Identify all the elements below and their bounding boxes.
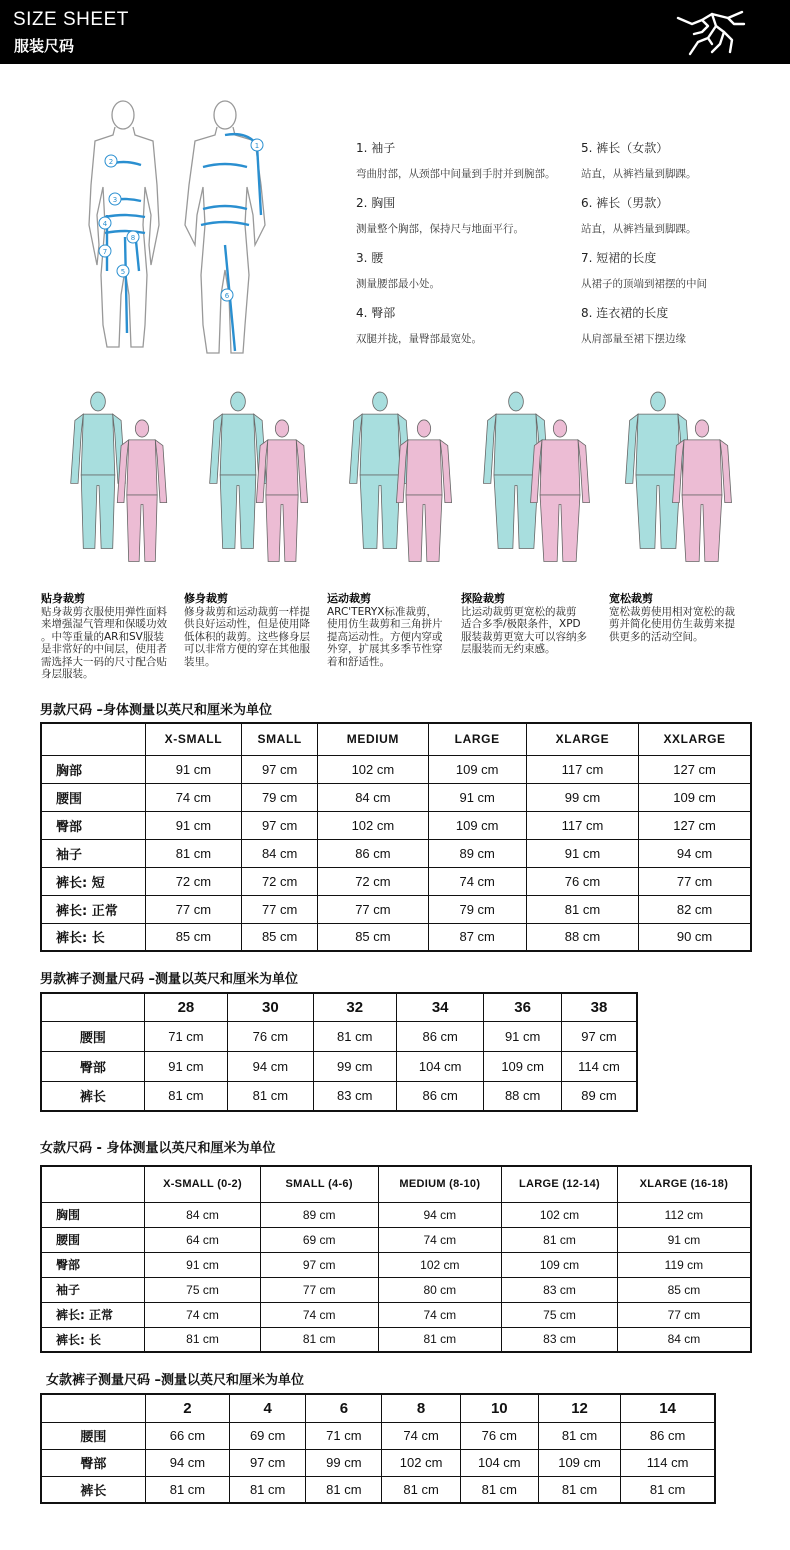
table-cell: 69 cm bbox=[230, 1422, 306, 1449]
table-row bbox=[41, 1302, 751, 1327]
table-cell: 81 cm bbox=[306, 1476, 382, 1503]
fit-desc-line: 贴身裁剪衣服使用弹性面料 bbox=[41, 605, 167, 618]
women-pants-title: 女款裤子测量尺码 –测量以英尺和厘米为单位 bbox=[46, 1373, 305, 1388]
table-cell: 104 cm bbox=[460, 1449, 538, 1476]
fit-desc-line: 服装裁剪更宽大可以容纳多 bbox=[461, 630, 587, 643]
table-cell: 74 cm bbox=[145, 1302, 261, 1327]
table-cell: 77 cm bbox=[242, 895, 318, 923]
table-cell: 114 cm bbox=[561, 1051, 637, 1081]
table-cell: 102 cm bbox=[382, 1449, 460, 1476]
table-row bbox=[41, 755, 751, 783]
row-label: 腰围 bbox=[41, 1422, 145, 1449]
column-header: 14 bbox=[621, 1394, 715, 1422]
table-cell: 97 cm bbox=[242, 811, 318, 839]
table-cell: 69 cm bbox=[260, 1227, 378, 1252]
table-row bbox=[41, 811, 751, 839]
column-header: 10 bbox=[460, 1394, 538, 1422]
fit-desc-line: 修身裁剪和运动裁剪一样提 bbox=[184, 605, 310, 618]
table-row bbox=[41, 1449, 715, 1476]
marker-1: 1 bbox=[254, 142, 260, 150]
column-header: X-SMALL bbox=[145, 723, 241, 755]
row-label: 裤长: 正常 bbox=[41, 1302, 145, 1327]
table-cell: 89 cm bbox=[428, 839, 526, 867]
measure-desc: 站直，从裤裆量到脚踝。 bbox=[581, 223, 697, 235]
table-cell: 77 cm bbox=[145, 895, 241, 923]
table-cell: 127 cm bbox=[639, 811, 751, 839]
row-label: 胸部 bbox=[41, 755, 145, 783]
table-row bbox=[41, 1202, 751, 1227]
table-cell: 82 cm bbox=[639, 895, 751, 923]
brand-logo-icon bbox=[672, 4, 750, 60]
fit-desc-line: 供更多的活动空间。 bbox=[609, 630, 704, 643]
table-cell: 102 cm bbox=[378, 1252, 502, 1277]
fit-desc-line: 。中等重量的AR和SV服装 bbox=[41, 630, 164, 643]
table-cell: 75 cm bbox=[502, 1302, 618, 1327]
row-label: 臀部 bbox=[41, 1252, 145, 1277]
column-header: 28 bbox=[144, 993, 227, 1021]
row-label: 胸围 bbox=[41, 1202, 145, 1227]
table-cell: 79 cm bbox=[242, 783, 318, 811]
table-cell: 86 cm bbox=[396, 1081, 483, 1111]
table-cell: 77 cm bbox=[260, 1277, 378, 1302]
column-header: 32 bbox=[313, 993, 396, 1021]
fit-desc-line: 是非常好的中间层，使用者 bbox=[41, 643, 167, 655]
table-row bbox=[41, 1081, 637, 1111]
row-label: 腰围 bbox=[41, 783, 145, 811]
table-cell: 89 cm bbox=[260, 1202, 378, 1227]
table-cell: 81 cm bbox=[144, 1081, 227, 1111]
measure-desc: 测量整个胸部，保持尺与地面平行。 bbox=[356, 223, 524, 235]
table-cell: 94 cm bbox=[145, 1449, 229, 1476]
marker-7: 7 bbox=[102, 248, 108, 256]
table-cell: 91 cm bbox=[145, 1252, 261, 1277]
measure-markers bbox=[99, 139, 263, 301]
fit-title: 运动裁剪 bbox=[327, 592, 371, 605]
table-cell: 109 cm bbox=[639, 783, 751, 811]
table-cell: 71 cm bbox=[144, 1021, 227, 1051]
table-cell: 97 cm bbox=[561, 1021, 637, 1051]
table-cell: 89 cm bbox=[561, 1081, 637, 1111]
men-body-table bbox=[40, 722, 752, 952]
title-english: SIZE SHEET bbox=[13, 9, 129, 30]
table-cell: 64 cm bbox=[145, 1227, 261, 1252]
table-cell: 72 cm bbox=[242, 867, 318, 895]
column-header: 8 bbox=[382, 1394, 460, 1422]
fit-label-next-to-skin bbox=[41, 593, 179, 681]
fit-desc-line: 供良好运动性，但是使用降 bbox=[184, 618, 310, 630]
row-label: 裤长: 短 bbox=[41, 867, 145, 895]
column-header: SMALL bbox=[242, 723, 318, 755]
table-row bbox=[41, 1476, 715, 1503]
fit-desc-line: 层服装而无约束感。 bbox=[461, 643, 556, 655]
table-cell: 84 cm bbox=[617, 1327, 751, 1352]
table-cell: 77 cm bbox=[639, 867, 751, 895]
table-cell: 72 cm bbox=[318, 867, 428, 895]
table-cell: 97 cm bbox=[242, 755, 318, 783]
table-cell: 77 cm bbox=[617, 1302, 751, 1327]
column-header: LARGE bbox=[428, 723, 526, 755]
column-header: 2 bbox=[145, 1394, 229, 1422]
row-label: 袖子 bbox=[41, 1277, 145, 1302]
women-pants-table bbox=[40, 1393, 716, 1504]
column-header: 36 bbox=[484, 993, 562, 1021]
measure-title: 8. 连衣裙的长度 bbox=[581, 306, 669, 320]
fit-desc-line: 适合多季/极限条件，XPD bbox=[461, 618, 581, 630]
table-cell: 99 cm bbox=[526, 783, 638, 811]
row-label: 袖子 bbox=[41, 839, 145, 867]
fit-desc-line: ARC'TERYX标准裁剪， bbox=[327, 605, 437, 618]
table-cell: 74 cm bbox=[378, 1227, 502, 1252]
measure-desc: 站直，从裤裆量到脚踝。 bbox=[581, 168, 697, 180]
table-cell: 91 cm bbox=[145, 755, 241, 783]
table-cell: 81 cm bbox=[538, 1422, 620, 1449]
table-cell: 81 cm bbox=[526, 895, 638, 923]
column-header: 6 bbox=[306, 1394, 382, 1422]
table-cell: 81 cm bbox=[230, 1476, 306, 1503]
fit-desc-line: 装里。 bbox=[184, 655, 216, 668]
table-cell: 84 cm bbox=[145, 1202, 261, 1227]
table-cell: 81 cm bbox=[460, 1476, 538, 1503]
table-cell: 91 cm bbox=[144, 1051, 227, 1081]
table-cell: 91 cm bbox=[484, 1021, 562, 1051]
table-cell: 76 cm bbox=[460, 1422, 538, 1449]
row-label: 腰围 bbox=[41, 1227, 145, 1252]
measure-desc: 双腿并拢，量臀部最宽处。 bbox=[356, 333, 482, 345]
marker-6: 6 bbox=[224, 292, 230, 300]
column-header bbox=[41, 1166, 145, 1202]
men-pants-title: 男款裤子测量尺码 –测量以英尺和厘米为单位 bbox=[40, 972, 299, 987]
men-body-title: 男款尺码 –身体测量以英尺和厘米为单位 bbox=[40, 703, 273, 718]
table-row bbox=[41, 923, 751, 951]
column-header: 38 bbox=[561, 993, 637, 1021]
fit-desc-line: 身层服装。 bbox=[41, 668, 94, 680]
table-cell: 81 cm bbox=[260, 1327, 378, 1352]
measure-title: 5. 裤长（女款） bbox=[581, 141, 669, 155]
table-cell: 109 cm bbox=[428, 811, 526, 839]
table-cell: 86 cm bbox=[621, 1422, 715, 1449]
column-header: MEDIUM (8-10) bbox=[378, 1166, 502, 1202]
fit-desc-line: 比运动裁剪更宽松的裁剪 bbox=[461, 605, 577, 618]
table-cell: 91 cm bbox=[526, 839, 638, 867]
measure-title: 2. 胸围 bbox=[356, 196, 396, 210]
table-cell: 85 cm bbox=[145, 923, 241, 951]
fit-desc-line: 可以非常方便的穿在其他服 bbox=[184, 643, 310, 655]
table-cell: 81 cm bbox=[228, 1081, 313, 1111]
table-cell: 76 cm bbox=[228, 1021, 313, 1051]
table-cell: 102 cm bbox=[318, 811, 428, 839]
fit-label-trim bbox=[184, 593, 322, 668]
marker-3: 3 bbox=[112, 196, 118, 204]
column-header: X-SMALL (0-2) bbox=[145, 1166, 261, 1202]
table-cell: 74 cm bbox=[382, 1422, 460, 1449]
fit-label-athletic bbox=[327, 593, 455, 668]
men-pants-table bbox=[40, 992, 638, 1112]
table-cell: 71 cm bbox=[306, 1422, 382, 1449]
back-figure-outline bbox=[185, 101, 265, 353]
table-cell: 81 cm bbox=[538, 1476, 620, 1503]
marker-4: 4 bbox=[102, 220, 108, 228]
table-cell: 74 cm bbox=[428, 867, 526, 895]
table-cell: 91 cm bbox=[428, 783, 526, 811]
women-body-table bbox=[40, 1165, 752, 1353]
fit-title: 贴身裁剪 bbox=[41, 592, 85, 605]
table-cell: 84 cm bbox=[242, 839, 318, 867]
table-cell: 75 cm bbox=[145, 1277, 261, 1302]
fit-label-expedition bbox=[461, 593, 603, 656]
table-cell: 81 cm bbox=[145, 839, 241, 867]
fit-title: 修身裁剪 bbox=[184, 592, 228, 605]
table-cell: 119 cm bbox=[617, 1252, 751, 1277]
measure-desc: 从肩部量至裙下摆边缘 bbox=[581, 333, 686, 345]
table-cell: 87 cm bbox=[428, 923, 526, 951]
table-cell: 91 cm bbox=[145, 811, 241, 839]
table-cell: 66 cm bbox=[145, 1422, 229, 1449]
table-cell: 81 cm bbox=[502, 1227, 618, 1252]
table-cell: 85 cm bbox=[617, 1277, 751, 1302]
column-header bbox=[41, 993, 144, 1021]
row-label: 臀部 bbox=[41, 1051, 144, 1081]
table-cell: 77 cm bbox=[318, 895, 428, 923]
table-header-row bbox=[41, 993, 637, 1021]
measure-title: 7. 短裙的长度 bbox=[581, 251, 657, 265]
measurement-list-right bbox=[581, 139, 781, 359]
table-cell: 86 cm bbox=[318, 839, 428, 867]
fit-desc-line: 外穿，扩展其多季节性穿 bbox=[327, 643, 443, 655]
table-cell: 99 cm bbox=[306, 1449, 382, 1476]
table-cell: 81 cm bbox=[145, 1327, 261, 1352]
table-cell: 109 cm bbox=[484, 1051, 562, 1081]
table-row bbox=[41, 1327, 751, 1352]
table-cell: 127 cm bbox=[639, 755, 751, 783]
table-cell: 109 cm bbox=[502, 1252, 618, 1277]
table-cell: 85 cm bbox=[242, 923, 318, 951]
column-header bbox=[41, 1394, 145, 1422]
fit-desc-line: 着和舒适性。 bbox=[327, 655, 390, 668]
column-header: XLARGE (16-18) bbox=[617, 1166, 751, 1202]
table-cell: 74 cm bbox=[145, 783, 241, 811]
table-cell: 94 cm bbox=[639, 839, 751, 867]
table-cell: 112 cm bbox=[617, 1202, 751, 1227]
table-cell: 81 cm bbox=[145, 1476, 229, 1503]
column-header: 12 bbox=[538, 1394, 620, 1422]
female-figure-icon bbox=[256, 420, 307, 562]
column-header: 4 bbox=[230, 1394, 306, 1422]
column-header: MEDIUM bbox=[318, 723, 428, 755]
table-cell: 83 cm bbox=[313, 1081, 396, 1111]
fit-desc-line: 使用仿生裁剪和三角拼片 bbox=[327, 618, 443, 630]
table-cell: 84 cm bbox=[318, 783, 428, 811]
marker-2: 2 bbox=[108, 158, 114, 166]
measure-desc: 从裙子的顶端到裙摆的中间 bbox=[581, 278, 707, 290]
fit-desc-line: 提高运动性。方便内穿或 bbox=[327, 630, 443, 643]
column-header: 34 bbox=[396, 993, 483, 1021]
table-row bbox=[41, 1051, 637, 1081]
table-row bbox=[41, 867, 751, 895]
column-header: XXLARGE bbox=[639, 723, 751, 755]
table-cell: 109 cm bbox=[428, 755, 526, 783]
table-row bbox=[41, 895, 751, 923]
measure-title: 4. 臀部 bbox=[356, 306, 396, 320]
row-label: 裤长: 长 bbox=[41, 923, 145, 951]
table-cell: 72 cm bbox=[145, 867, 241, 895]
table-row bbox=[41, 1252, 751, 1277]
table-cell: 97 cm bbox=[260, 1252, 378, 1277]
table-row bbox=[41, 1021, 637, 1051]
table-cell: 86 cm bbox=[396, 1021, 483, 1051]
measure-title: 1. 袖子 bbox=[356, 141, 396, 155]
fit-label-relaxed bbox=[609, 593, 749, 643]
table-cell: 99 cm bbox=[313, 1051, 396, 1081]
table-cell: 102 cm bbox=[502, 1202, 618, 1227]
women-body-title: 女款尺码 - 身体测量以英尺和厘米为单位 bbox=[40, 1141, 276, 1156]
table-cell: 80 cm bbox=[378, 1277, 502, 1302]
table-cell: 104 cm bbox=[396, 1051, 483, 1081]
title-chinese: 服装尺码 bbox=[14, 37, 75, 55]
header-bar bbox=[0, 0, 790, 64]
table-cell: 90 cm bbox=[639, 923, 751, 951]
table-row bbox=[41, 839, 751, 867]
table-cell: 81 cm bbox=[313, 1021, 396, 1051]
table-cell: 94 cm bbox=[378, 1202, 502, 1227]
row-label: 臀部 bbox=[41, 1449, 145, 1476]
fit-desc-line: 剪并简化使用仿生裁剪来提 bbox=[609, 618, 735, 630]
table-header-row bbox=[41, 1166, 751, 1202]
table-cell: 74 cm bbox=[260, 1302, 378, 1327]
fit-desc-line: 来增强湿气管理和保暖功效 bbox=[41, 618, 167, 630]
fit-title: 宽松裁剪 bbox=[609, 592, 653, 605]
male-figure-icon bbox=[210, 392, 267, 548]
table-cell: 91 cm bbox=[617, 1227, 751, 1252]
table-cell: 88 cm bbox=[526, 923, 638, 951]
table-header-row bbox=[41, 723, 751, 755]
table-row bbox=[41, 1277, 751, 1302]
table-cell: 81 cm bbox=[621, 1476, 715, 1503]
column-header: LARGE (12-14) bbox=[502, 1166, 618, 1202]
female-figure-icon bbox=[117, 420, 166, 562]
table-cell: 117 cm bbox=[526, 755, 638, 783]
table-cell: 81 cm bbox=[382, 1476, 460, 1503]
measure-desc: 弯曲肘部，从颈部中间量到手肘并到腕部。 bbox=[356, 168, 556, 180]
table-cell: 114 cm bbox=[621, 1449, 715, 1476]
measurement-figures bbox=[85, 95, 285, 360]
table-row bbox=[41, 1227, 751, 1252]
table-cell: 88 cm bbox=[484, 1081, 562, 1111]
table-cell: 83 cm bbox=[502, 1327, 618, 1352]
table-cell: 94 cm bbox=[228, 1051, 313, 1081]
fit-desc-line: 低体积的裁剪。这些修身层 bbox=[184, 630, 310, 643]
table-cell: 74 cm bbox=[378, 1302, 502, 1327]
row-label: 裤长: 正常 bbox=[41, 895, 145, 923]
table-cell: 76 cm bbox=[526, 867, 638, 895]
table-cell: 79 cm bbox=[428, 895, 526, 923]
fit-illustrations bbox=[50, 385, 740, 585]
table-cell: 102 cm bbox=[318, 755, 428, 783]
column-header: XLARGE bbox=[526, 723, 638, 755]
measure-title: 3. 腰 bbox=[356, 251, 384, 265]
measurement-list-left bbox=[356, 139, 586, 359]
table-cell: 97 cm bbox=[230, 1449, 306, 1476]
fit-title: 探险裁剪 bbox=[461, 592, 505, 605]
row-label: 腰围 bbox=[41, 1021, 144, 1051]
column-header: SMALL (4-6) bbox=[260, 1166, 378, 1202]
male-figure-icon bbox=[71, 392, 126, 548]
row-label: 裤长: 长 bbox=[41, 1327, 145, 1352]
table-row bbox=[41, 783, 751, 811]
fit-desc-line: 宽松裁剪使用相对宽松的裁 bbox=[609, 605, 735, 618]
table-header-row bbox=[41, 1394, 715, 1422]
measure-desc: 测量腰部最小处。 bbox=[356, 278, 440, 290]
table-cell: 109 cm bbox=[538, 1449, 620, 1476]
marker-8: 8 bbox=[130, 234, 136, 242]
table-cell: 117 cm bbox=[526, 811, 638, 839]
column-header: 30 bbox=[228, 993, 313, 1021]
row-label: 裤长 bbox=[41, 1081, 144, 1111]
table-cell: 85 cm bbox=[318, 923, 428, 951]
fit-desc-line: 需选择大一码的尺寸配合贴 bbox=[41, 655, 167, 668]
measure-title: 6. 裤长（男款） bbox=[581, 196, 669, 210]
table-cell: 81 cm bbox=[378, 1327, 502, 1352]
row-label: 裤长 bbox=[41, 1476, 145, 1503]
table-row bbox=[41, 1422, 715, 1449]
column-header bbox=[41, 723, 145, 755]
marker-5: 5 bbox=[120, 268, 126, 276]
row-label: 臀部 bbox=[41, 811, 145, 839]
table-cell: 83 cm bbox=[502, 1277, 618, 1302]
measure-arrows bbox=[102, 134, 261, 351]
